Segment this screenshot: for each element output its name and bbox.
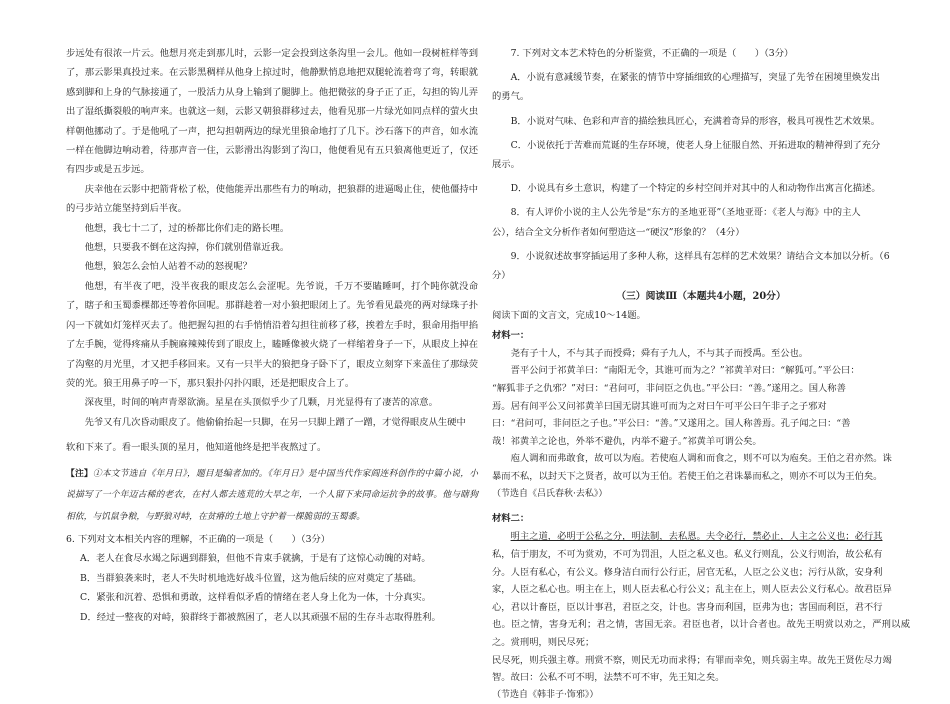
question-6-option-b: B．当群狼袭来时，老人不失时机地选好战斗位置，这为他后续的应对奠定了基础。 <box>80 572 422 584</box>
material-1-label: 材料一： <box>492 329 530 341</box>
material-1 <box>492 345 910 503</box>
question-6: 6. 下列对文本相关内容的理解，不正确的一项是（ ）（3分） <box>66 534 331 546</box>
question-6-option-d: D．经过一整夜的对峙，狼群终于都被熬困了，老人以其顽强不屈的生存斗志取得胜利。 <box>80 611 441 623</box>
passage-last-line: 软和下来了。看一眼头顶的星月，他知道他终是把半夜熬过了。 <box>66 442 327 454</box>
material-2-line: 分。人臣有私心，有公义。修身洁白而行公行正，居官无私，人臣之公义也；污行从欲，安身利 <box>492 566 883 578</box>
annotation-text: ①本文节选自《年月日》，题目是编者加的。《年月日》是中国当代作家阎连科创作的中篇小说，小说描写了一个年迈古稀的老农，在村人都去逃荒的大旱之年，一个人留下来同命运抗争的故事。他与瞎狗相依，与饥鼠争粮，与野狼对峙，在贫瘠的土地上守护着一棵脆弱的玉蜀黍。 <box>66 468 478 522</box>
material-2-line <box>492 528 910 546</box>
question-9-cont: 分） <box>492 270 511 282</box>
section-heading: （三）阅读Ⅲ（本题共4小题，20分） <box>616 291 786 303</box>
question-6-option-a: A．老人在食尽水竭之际遇到群狼，但他不肯束手就擒，于是有了这惊心动魄的对峙。 <box>80 553 431 565</box>
question-7-option-b: B．小说对气味、色彩和声音的描绘独具匠心，充满着奇异的形容，极具可视性艺术效果。 <box>510 115 881 127</box>
underlined-sentence: 明主之道，必明于公私之分，明法制，去私恩。夫令必行，禁必止，人主之公义也；必行其 <box>510 531 883 543</box>
material-1-line: “解狐非子之仇邪？”对曰：“君问可，非问臣之仇也。”平公曰：“善。”遂用之。国人称善 <box>492 383 846 395</box>
material-1-line: 曰：“君问可，非问臣之子也。”平公曰：“善。”又遂用之。国人称善焉。孔子闻之曰：“善 <box>492 418 851 430</box>
material-2-line: 私，信于朋友，不可为赏劝，不可为罚沮，人臣之私义也。私义行则乱，公义行则治，故公私有 <box>492 548 883 560</box>
material-2-label: 材料二： <box>492 513 530 525</box>
passage-paragraph: 他想，我七十二了，过的桥都比你们走的路长哩。 <box>84 222 290 234</box>
question-7-option-d: D．小说具有乡土意识，构建了一个特定的乡村空间并对其中的人和动物作出寓言化描述。 <box>510 183 881 195</box>
passage-paragraph: 他想，狼怎么会怕人站着不动的怒视呢？ <box>84 261 252 273</box>
material-1-line: 哉！祁黄羊之论也，外举不避仇，内举不避子。”祁黄羊可谓公矣。 <box>492 435 762 447</box>
annotation-label: 【注】 <box>66 468 93 479</box>
right-column <box>492 44 910 704</box>
material-2-line: 也。臣之情，害身无利；君之情，害国无亲。君臣也者，以计合者也。故先王明赏以劝之，严刑以威之。赏刑明，则民尽死； <box>492 619 910 648</box>
left-column <box>66 44 478 627</box>
question-7-option-a-cont: 的勇气。 <box>492 91 530 103</box>
material-1-line: 晋平公问于祁黄羊曰：“南阳无令，其谁可而为之？”祁黄羊对曰：“解狐可。”平公曰： <box>510 365 860 377</box>
question-9: 9．小说叙述故事穿插运用了多种人称，这样具有怎样的艺术效果？请结合文本加以分析。（6 <box>510 250 890 262</box>
passage-paragraph: 他想，有半夜了吧，没半夜我的眼皮怎么会涩呢。先爷说，千万不要瞌睡呵，打个盹你就没命了，瞎子和玉蜀黍棵都还等着你回呢。那群趁着一对小狼把眼闭上了。先爷看见最亮的两对绿珠子扑闪一下就如灯笼样灭去了。他把握勾担的右手悄悄沿着勾担往前移了移，挨着左手时，狠命用指甲掐了左手腕，觉得疼痛从手腕麻辣辣传到了眼皮上，瞌睡像被火烧了一样缩着身子一下，从眼皮上掉在了沟壑的月光里，才又把手移回来。又有一只半大的狼把身子卧下了，眼皮立刻穿下来盖住了那绿荧荧的光。狼王用鼻子哼一下，那只狠扑闪扑闪眼，还是把眼皮合上了。 <box>66 280 478 389</box>
reading-instruction: 阅读下面的文言文，完成10～14题。 <box>492 310 646 322</box>
material-2-source: （节选自《韩非子·饰邪》） <box>492 689 599 700</box>
passage-paragraph: 步远处有很浓一片云。他想月亮走到那儿时，云影一定会投到这条沟里一会儿。他如一段树桩样等到了，那云影果真投过来。在云影黑稠样从他身上掠过时，他静默悄息地把双腿轮流着弯了弯，转眼就感到脚和上身的气脉接通了，一股活力从身上输到了腿脚上。他把微弦的身子正了正，勾担的钩儿弄出了湿纸撕裂般的响声来。也就这一刻，云影又朝狼群移过去，他看见那一片绿光如同点样的萤火虫样朝他挪动了。于是他吼了一声，把勾担朝两边的绿光里狼命地打了几下。沙石落下的声音，如水流一样在他脚边响动着，待那声音一住，云影滑出沟影到了沟口，他便看见有五只狼离他更近了，仅还有四步或是五步远。 <box>66 48 478 176</box>
material-2 <box>492 528 910 704</box>
material-2-line: 家，人臣之私心也。明主在上，则人臣去私心行公义；乱主在上，则人臣去公义行私心。故君臣异 <box>492 584 892 596</box>
material-1-line: 暴而不私，以封天下之贤者，故可以为王伯。若使王伯之君诛暴而私之，则亦不可以为王伯矣。 <box>492 471 883 482</box>
material-2-line: 民尽死，则兵强主尊。刑赏不察，则民无功而求得；有罪而幸免，则兵弱主卑。故先王贤佐尽力竭 <box>492 654 892 666</box>
passage-paragraph: 他想，只要我不倒在这沟掉，你们就别借靠近我。 <box>84 242 290 254</box>
material-1-line: 尧有子十人，不与其子而授舜；舜有子九人，不与其子而授禹。至公也。 <box>510 347 809 359</box>
question-7-option-c-cont: 展示。 <box>492 159 520 171</box>
question-8: 8．有人评价小说的主人公先爷是“东方的圣地亚哥”（圣地亚哥：《老人与海》中的主人 <box>510 207 861 219</box>
material-2-line: 智。故曰：公私不可不明，法禁不可不审，先王知之矣。 <box>492 672 725 684</box>
material-1-line: 焉。居有间平公又问祁黄羊曰国无尉其谁可而为之对曰午可平公曰午非子之子邪对 <box>492 400 827 412</box>
question-8-cont: 公），结合全文分析作者如何塑造这一“硬汉”形象的？（4分） <box>492 226 745 238</box>
material-2-line: 心，君以计畜臣，臣以计事君，君臣之交，计也。害身而利国，臣弗为也；害国而利臣，君不行 <box>492 601 883 613</box>
question-7-option-a: A．小说有意减缓节奏，在紧张的情节中穿插细致的心理描写，突显了先爷在困境里焕发出 <box>510 72 880 84</box>
question-7: 7. 下列对文本艺术特色的分析鉴赏，不正确的一项是（ ）（3分） <box>510 48 794 59</box>
passage-paragraph: 先爷又有几次昏动眼皮了。他偷偷抬起一只脚，在另一只脚上蹭了一蹭，才觉得眼皮从生硬中 <box>84 416 466 428</box>
question-7-option-c: C．小说依托于苦难而荒诞的生存环境，使老人身上征服自然、开拓进取的精神得到了充分 <box>510 139 881 151</box>
passage-paragraph: 深夜里，时间的响声青翠欲滴。星星在头顶似乎少了几颗，月光显得有了凄苦的凉意。 <box>84 397 438 409</box>
material-1-source: （节选自《吕氏春秋·去私》） <box>492 488 608 499</box>
question-6-option-c: C．紧张和沉着、恐惧和勇敢，这样看似矛盾的情绪在老人身上化为一体，十分真实。 <box>80 592 432 604</box>
annotation <box>66 464 478 529</box>
material-1-line: 庖人调和而弗敢食，故可以为庖。若使庖人调和而食之，则不可以为庖矣。王伯之君亦然。诛 <box>510 453 892 465</box>
passage-paragraph: 庆幸他在云影中把箭背松了松，使他能弄出那些有力的响动，把狼群的进逼喝止住，使他僵持中的弓步站立能坚持到后半夜。 <box>66 183 478 215</box>
